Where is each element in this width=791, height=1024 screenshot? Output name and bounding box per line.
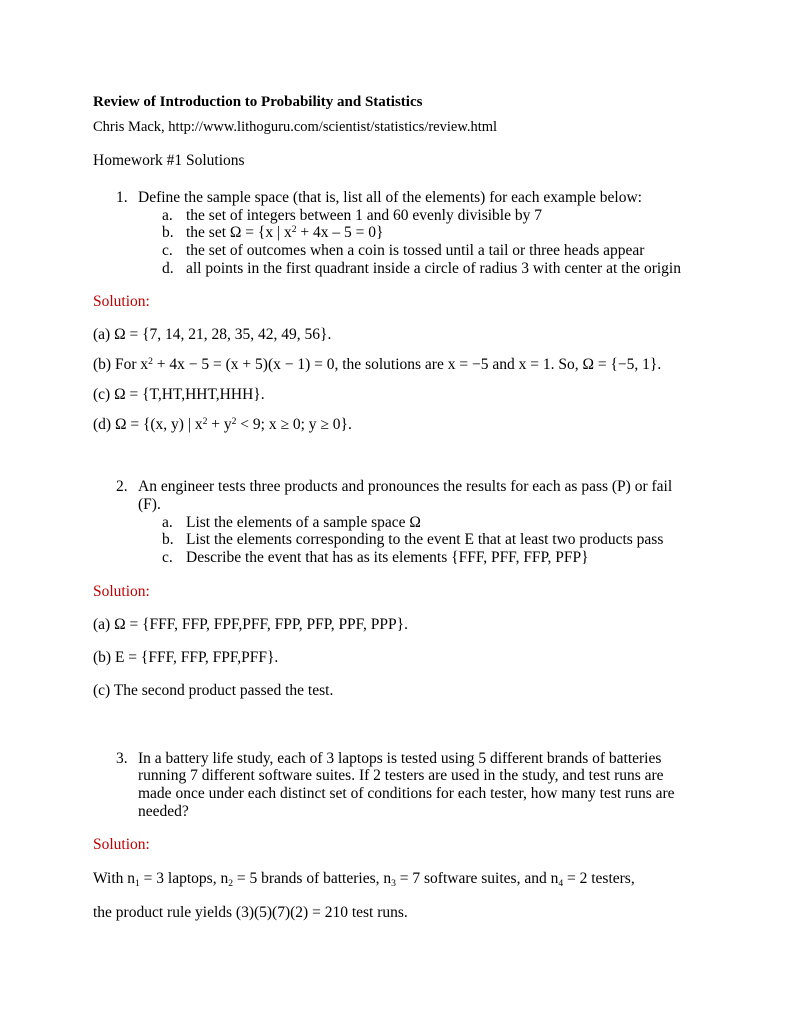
homework-heading: Homework #1 Solutions	[93, 152, 245, 169]
question-3	[116, 750, 661, 768]
question-3-line-4: needed?	[138, 803, 189, 820]
item-text: all points in the first quadrant inside a circle of radius 3 with center at the origin	[186, 260, 681, 277]
item-text: the set of integers between 1 and 60 evenly divisible by 7	[186, 207, 542, 224]
question-2-line-2: (F).	[138, 496, 161, 513]
item-letter: a.	[162, 207, 173, 224]
question-2	[116, 478, 672, 496]
item-letter: b.	[162, 224, 174, 241]
solution-label: Solution:	[93, 293, 150, 310]
item-letter: a.	[162, 514, 173, 531]
solution-1c: (c) Ω = {T,HT,HHT,HHH}.	[93, 386, 265, 403]
item-letter: b.	[162, 531, 174, 548]
superscript: 2	[148, 355, 153, 367]
solution-1a: (a) Ω = {7, 14, 21, 28, 35, 42, 49, 56}.	[93, 326, 332, 343]
q1-item-c	[162, 242, 644, 260]
solution-text: = 3 laptops, n	[139, 870, 229, 887]
item-letter: c.	[162, 242, 173, 259]
question-3-line-3: made once under each distinct set of conditions for each tester, how many test runs are	[138, 785, 675, 802]
question-text: Define the sample space (that is, list all of the elements) for each example below:	[138, 189, 642, 206]
solution-text: (d) Ω = {(x, y) | x	[93, 416, 203, 433]
item-text: List the elements corresponding to the event E that at least two products pass	[186, 531, 664, 548]
solution-text: + 4x − 5 = (x + 5)(x − 1) = 0, the solutions are x = −5 and x = 1. So, Ω = {−5, 1}.	[152, 356, 662, 373]
question-text: An engineer tests three products and pronounces the results for each as pass (P) or fail	[138, 478, 673, 495]
solution-3-line-1	[93, 870, 635, 888]
solution-text: < 9; x ≥ 0; y ≥ 0}.	[236, 416, 352, 433]
q1-item-b	[162, 224, 383, 242]
subscript: 1	[135, 877, 140, 889]
question-number: 3.	[116, 750, 128, 767]
q2-item-c	[162, 549, 589, 567]
solution-text: + y	[207, 416, 232, 433]
subscript: 3	[391, 877, 396, 889]
q1-item-a	[162, 207, 542, 225]
subscript: 4	[558, 877, 564, 889]
solution-label: Solution:	[93, 836, 150, 853]
question-number: 1.	[116, 189, 128, 206]
solution-text: = 7 software suites, and n	[395, 870, 559, 887]
solution-2c: (c) The second product passed the test.	[93, 682, 334, 699]
solution-label: Solution:	[93, 583, 150, 600]
question-text: In a battery life study, each of 3 laptops is tested using 5 different brands of batteries	[138, 750, 662, 767]
page-title: Review of Introduction to Probability and Statistics	[93, 94, 423, 110]
item-text: + 4x – 5 = 0}	[296, 224, 384, 241]
solution-1d	[93, 416, 352, 434]
solution-2b: (b) E = {FFF, FFP, FPF,PFF}.	[93, 649, 279, 666]
q2-item-b	[162, 531, 663, 549]
subscript: 2	[228, 877, 233, 889]
question-number: 2.	[116, 478, 128, 495]
solution-3-line-2: the product rule yields (3)(5)(7)(2) = 210 test runs.	[93, 904, 408, 921]
item-letter: c.	[162, 549, 173, 566]
item-text: the set Ω = {x | x	[186, 224, 292, 241]
item-letter: d.	[162, 260, 174, 277]
solution-1b	[93, 356, 661, 374]
author-line: Chris Mack, http://www.lithoguru.com/scientist/statistics/review.html	[93, 119, 498, 135]
item-text: the set of outcomes when a coin is tossed until a tail or three heads appear	[186, 242, 645, 259]
solution-text: (b) For x	[93, 356, 149, 373]
superscript: 2	[202, 415, 208, 427]
superscript: 2	[231, 415, 237, 427]
question-1	[116, 189, 642, 207]
q1-item-d	[162, 260, 681, 278]
solution-text: = 5 brands of batteries, n	[233, 870, 392, 887]
item-text: List the elements of a sample space Ω	[186, 514, 421, 531]
question-3-line-2: running 7 different software suites. If 2 testers are used in the study, and test runs are	[138, 767, 664, 784]
solution-text: With n	[93, 870, 135, 887]
solution-2a: (a) Ω = {FFF, FFP, FPF,PFF, FPP, PFP, PPF, PPP}.	[93, 616, 408, 633]
item-text: Describe the event that has as its elements {FFF, PFF, FFP, PFP}	[186, 549, 589, 566]
superscript: 2	[291, 223, 297, 235]
solution-text: = 2 testers,	[563, 870, 635, 887]
q2-item-a	[162, 514, 421, 532]
